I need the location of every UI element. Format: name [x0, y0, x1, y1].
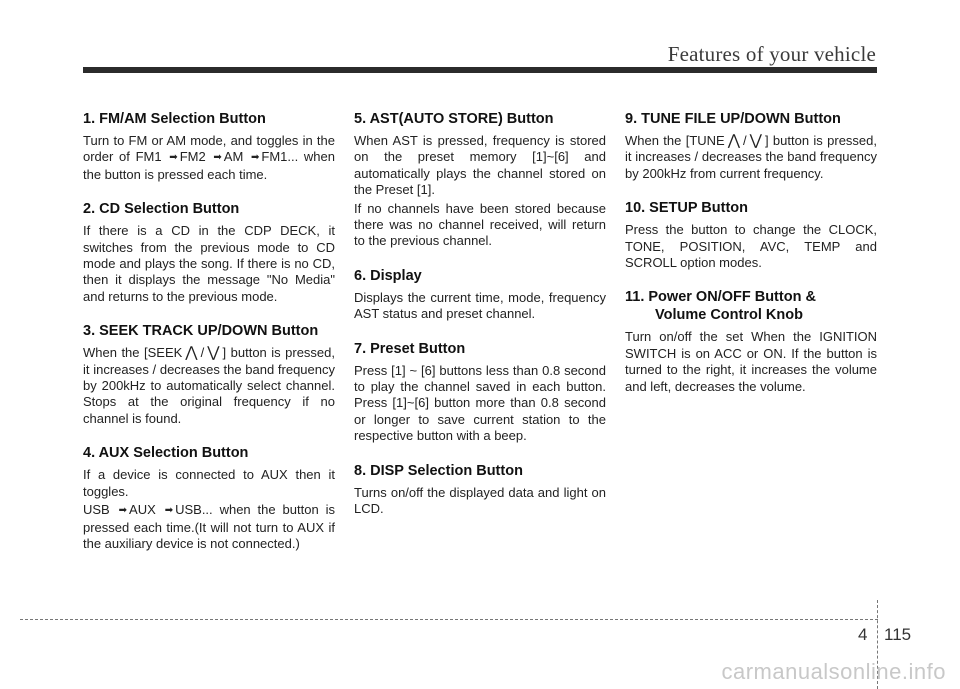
- section-fm-am: [83, 110, 335, 183]
- caret-up-icon: ⋀: [185, 344, 198, 362]
- section-preset: [354, 340, 606, 445]
- section-title: 8. DISP Selection Button: [354, 462, 523, 479]
- section-body: If no channels have been stored because there was no channel received, will return to the previous channel.: [354, 200, 606, 249]
- section-title: 9. TUNE FILE UP/DOWN Button: [625, 111, 841, 127]
- section-body: When AST is pressed, frequency is stored on the preset memory [1]~[6] and automatically plays the channel stored on the Preset [1].: [354, 133, 606, 198]
- section-title: 4. AUX Selection Button: [83, 445, 249, 462]
- section-body: When the [TUNE ⋀ / ⋁ ] button is pressed, it increases / decreases the band frequency by 200kHz from current frequency.: [625, 132, 877, 181]
- section-seek-track: [83, 322, 335, 427]
- section-body: Press the button to change the CLOCK, TONE, POSITION, AVC, TEMP and SCROLL option modes.: [625, 222, 877, 271]
- section-ast: [354, 110, 606, 250]
- caret-down-icon: ⋁: [749, 132, 762, 149]
- page-number: 115: [884, 625, 912, 644]
- section-disp: [354, 462, 606, 518]
- section-body: When the [SEEK ⋀ / ⋁ ] button is pressed, it increases / decreases the band frequency by 200kHz to automatically select channel. Stops at the original frequency if no channel is found.: [83, 344, 335, 426]
- section-body: If there is a CD in the CDP DECK, it switches from the previous mode to CD mode and plays the song. If there is no CD, then it displays the message "No Media" and returns to the previous mode.: [83, 223, 335, 304]
- section-body: Press [1] ~ [6] buttons less than 0.8 second to play the channel saved in each button. Press [1]~[6] button more than 0.8 second or longer to save current station to the respective button with a beep.: [354, 362, 606, 444]
- footer-rule: [20, 619, 878, 620]
- section-body: USB ➡ AUX ➡ USB... when the button is pressed each time.(It will not turn to AUX if the auxiliary device is not connected.): [83, 502, 335, 551]
- column-2: [354, 110, 606, 535]
- section-title: 3. SEEK TRACK UP/DOWN Button: [83, 323, 319, 340]
- section-cd: [83, 200, 335, 305]
- header-rule: [83, 67, 877, 73]
- section-display: [354, 267, 606, 323]
- column-3: [625, 110, 877, 412]
- column-1: [83, 110, 335, 569]
- arrow-right-icon: ➡: [213, 152, 222, 164]
- section-body: If a device is connected to AUX then it toggles.: [83, 467, 335, 499]
- arrow-right-icon: ➡: [169, 152, 178, 164]
- watermark: carmanualsonline.info: [721, 659, 946, 684]
- section-title: 6. Display: [354, 267, 422, 284]
- header-title: Features of your vehicle: [667, 42, 876, 66]
- section-title: 5. AST(AUTO STORE) Button: [354, 111, 554, 127]
- section-title: 11. Power ON/OFF Button & Volume Control Knob: [625, 289, 816, 324]
- chapter-number: 4: [858, 625, 868, 644]
- section-title: 10. SETUP Button: [625, 200, 748, 217]
- section-power: [625, 288, 877, 395]
- section-body: Turn to FM or AM mode, and toggles in the order of FM1 ➡ FM2 ➡ AM ➡ FM1... when the button is pressed each time.: [83, 133, 335, 182]
- section-title: 1. FM/AM Selection Button: [83, 111, 266, 127]
- section-tune: [625, 110, 877, 182]
- arrow-right-icon: ➡: [250, 152, 260, 164]
- section-title: 7. Preset Button: [354, 340, 466, 357]
- section-body: Turn on/off the set When the IGNITION SWITCH is on ACC or ON. If the button is turned to the right, it increases the volume and left, decreases the volume.: [625, 329, 877, 394]
- arrow-right-icon: ➡: [118, 505, 128, 517]
- section-title: 2. CD Selection Button: [83, 201, 240, 218]
- arrow-right-icon: ➡: [164, 505, 174, 517]
- caret-down-icon: ⋁: [207, 344, 220, 362]
- caret-up-icon: ⋀: [727, 132, 741, 149]
- section-setup: [625, 199, 877, 271]
- section-body: Displays the current time, mode, frequency AST status and preset channel.: [354, 289, 606, 322]
- section-aux: [83, 444, 335, 552]
- section-body: Turns on/off the displayed data and light on LCD.: [354, 484, 606, 517]
